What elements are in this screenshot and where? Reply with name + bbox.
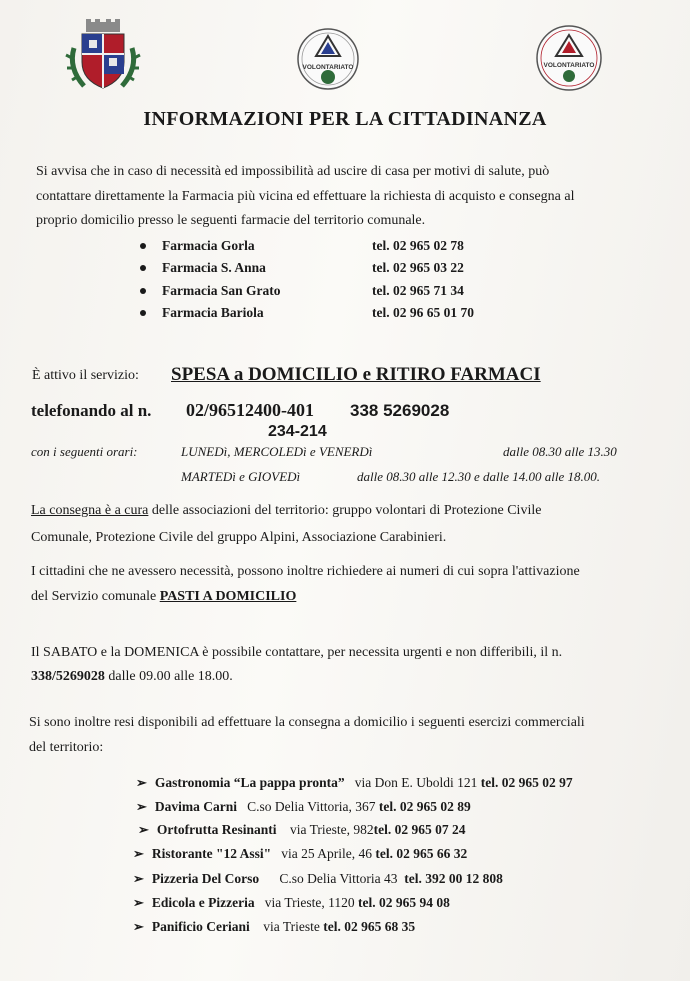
delivery-line-1: delle associazioni del territorio: gruppo volontari di Protezione Civile [151,503,542,518]
shop-tel: tel. 02 965 02 97 [480,775,573,790]
service-name: SPESA a DOMICILIO e RITIRO FARMACI [171,364,541,385]
arrow-bullet-icon: ➢ [133,871,144,886]
shop-name: Davima Carni [154,799,238,814]
shop-tel: tel. 02 965 68 35 [323,919,416,934]
volontariato-badge-right-text: VOLONTARIATO [543,62,595,69]
bullet-icon [140,288,146,294]
shop-tel: tel. 392 00 12 808 [404,871,503,886]
shop-name: Pizzeria Del Corso [151,871,260,886]
hours-days-2: MARTEDì e GIOVEDì [181,469,301,484]
shop-address: via Trieste, 982 [290,822,374,837]
arrow-bullet-icon: ➢ [136,799,147,814]
shop-tel: tel. 02 965 94 08 [358,895,450,910]
pharmacy-tel: tel. 02 965 71 34 [372,283,464,298]
list-item [133,919,415,935]
phone-label: telefonando al n. [31,401,152,420]
meals-service-name: PASTI A DOMICILIO [159,589,297,604]
shop-address: via Don E. Uboldi 121 [354,775,478,790]
shop-address: C.so Delia Vittoria, 367 [247,799,376,814]
meals-line-2 [31,589,296,605]
volontariato-badge-right [535,24,603,92]
shop-address: via Trieste, 1120 [264,895,355,910]
shops-intro-line-1: Si sono inoltre resi disponibili ad effettuare la consegna a domicilio i seguenti esercizi commerciali [29,715,585,730]
phone-extension: 234-214 [268,423,327,440]
bullet-icon [140,243,146,249]
bullet-icon [140,265,146,271]
meals-line-2-start: del Servizio comunale [31,589,157,604]
phone-added: 338 5269028 [350,401,450,420]
arrow-bullet-icon: ➢ [133,846,144,861]
hours-time-1: dalle 08.30 alle 13.30 [503,444,617,459]
pharmacy-name: Farmacia Bariola [162,305,264,320]
pharmacy-name: Farmacia San Grato [162,283,281,298]
shop-tel: tel. 02 965 66 32 [375,846,468,861]
shop-tel: tel. 02 965 07 24 [373,822,466,837]
list-item [138,822,466,838]
list-item [133,846,467,862]
pharmacy-name: Farmacia Gorla [162,238,255,253]
hours-time-2: dalle 08.30 alle 12.30 e dalle 14.00 alle 18.00. [357,469,600,484]
shop-name: Ristorante "12 Assi" [151,846,272,861]
list-item [133,871,503,887]
shop-address: via 25 Aprile, 46 [281,846,373,861]
shop-address: C.so Delia Vittoria 43 [279,871,398,886]
weekend-hours: dalle 09.00 alle 18.00. [108,669,233,684]
weekend-line-1: Il SABATO e la DOMENICA è possibile contattare, per necessita urgenti e non differibili, il n. [31,645,563,660]
hours-days-1: LUNEDì, MERCOLEDì e VENERDì [181,444,373,459]
delivery-line-2: Comunale, Protezione Civile del gruppo Alpini, Associazione Carabinieri. [31,530,447,545]
page-title: INFORMAZIONI PER LA CITTADINANZA [143,108,547,130]
delivery-paragraph [31,503,541,519]
shop-address: via Trieste [263,919,320,934]
hours-label: con i seguenti orari: [31,444,138,459]
arrow-bullet-icon: ➢ [133,895,144,910]
volontariato-badge-left-text: VOLONTARIATO [302,64,354,71]
shop-name: Panificio Ceriani [151,919,250,934]
weekend-number: 338/5269028 [31,669,105,684]
shops-intro-line-2: del territorio: [29,740,104,755]
municipal-crest-logo [64,18,142,94]
shop-name: Edicola e Pizzeria [151,895,255,910]
list-item [133,895,450,911]
list-item [136,775,573,791]
arrow-bullet-icon: ➢ [136,775,147,790]
meals-line-1: I cittadini che ne avessero necessità, possono inoltre richiedere ai numeri di cui sopra l'attivazione [31,564,580,579]
service-label: È attivo il servizio: [32,368,139,383]
weekend-line-2 [31,669,233,685]
pharmacy-name: Farmacia S. Anna [162,260,266,275]
pharmacy-tel: tel. 02 965 02 78 [372,238,464,253]
phone-number: 02/96512400-401 [186,400,314,420]
shop-name: Ortofrutta Resinanti [156,822,277,837]
shop-name: Gastronomia “La pappa pronta” [154,775,345,790]
list-item [136,799,471,815]
bullet-icon [140,310,146,316]
shop-tel: tel. 02 965 02 89 [378,799,471,814]
intro-line-2: contattare direttamente la Farmacia più vicina ed effettuare la richiesta di acquisto e consegna al [36,189,575,204]
volontariato-badge-left [296,26,360,92]
arrow-bullet-icon: ➢ [133,919,144,934]
pharmacy-tel: tel. 02 965 03 22 [372,260,464,275]
intro-line-3: proprio domicilio presso le seguenti farmacie del territorio comunale. [36,213,426,228]
intro-line-1: Si avvisa che in caso di necessità ed impossibilità ad uscire di casa per motivi di salute, può [36,164,550,179]
arrow-bullet-icon: ➢ [138,822,149,837]
pharmacy-tel: tel. 02 96 65 01 70 [372,305,474,320]
delivery-underlined: La consegna è a cura [31,503,149,518]
